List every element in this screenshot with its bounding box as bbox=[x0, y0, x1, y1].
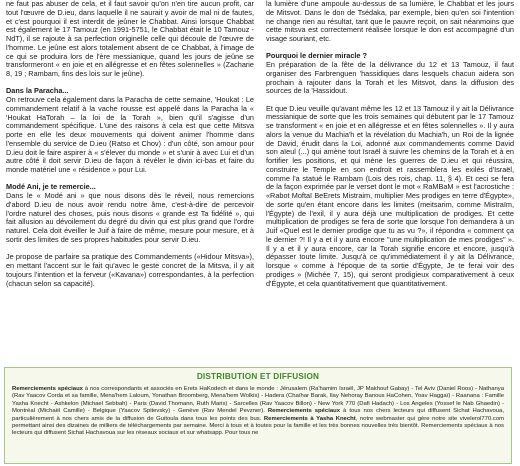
thanks-end-bold: Remerciements à Yasha Knecht bbox=[263, 415, 356, 422]
thanks-lead-bold: Remerciements spéciaux bbox=[12, 386, 83, 392]
paragraph-tsedaka: la lumière d'une ampoule au-dessus de sa lumière, le Chabbat et les jours de Mitsvot. Dans le don de Tsédaka, par exemple, bien qu'en soi l'intention ne change rien au résultat, tant que le pauvre reçoit, on sait néanmoins que cette mitsva est correctement réalisée lorsque le don est accompagné d'un visage souriant, etc. bbox=[266, 0, 514, 43]
paragraph-paracha: On retrouve cela également dans la Paracha de cette semaine, 'Houkat : Le commandement relatif à la vache rousse est appelé dans la Paracha la « 'Houkat HaTorah – la loi de la Torah », bien qu'il s'agisse d'un commandement spécifique. L'une des raisons à cela est que cette Mitsva porte en elle les deux mouvements qui doivent animer l'homme dans l'ensemble du service de D.ieu (Ratso et Chov) : d'un côté, son amour pour D.ieu doit le faire aspirer à « s'élever du monde » et s'unir à avec Lui et d'un autre côté il doit servir D.ieu de façon à révéler le divin ici-bas et faire du monde matériel une « résidence » pour Lui. bbox=[6, 95, 254, 175]
right-column bbox=[266, 0, 514, 362]
distribution-text bbox=[5, 384, 511, 438]
article-columns bbox=[6, 0, 514, 362]
left-column bbox=[6, 0, 254, 362]
heading-mode-ani: Modé Ani, je te remercie... bbox=[6, 182, 96, 192]
thanks-end-text: , notre webmaster qui gère notre site vivelerol770.com permettant ainsi des dizaines de milliers de téléchargements par semaine. Merci à tous et à toutes pour la famille et les très bonnes nouvelles très bientôt. Remerciements spéciaux à nos lecteurs qui diffusent Sichat Hachavoua sur les réseaux sociaux et sur whatsapp. Pour tous ne bbox=[12, 415, 505, 437]
paragraph-farbrenguen: En préparation de la fête de la délivrance du 12 et 13 Tamouz, il faut organiser des Farbrenguen 'hassidiques dans lesquels chacun aidera son prochain à rajouter dans la Torah et les Mitsvot, dans la diffusion des sources de la 'Hassidout. bbox=[266, 60, 514, 96]
heading-dernier-miracle: Pourquoi le dernier miracle ? bbox=[266, 51, 367, 61]
thanks-mid-text: à tous nos chers lecteurs qui diffusent Sichat Hachavoua, particulièrement à nos chers amis de la diffusion de Guitoula dans tous les points des bus. bbox=[12, 408, 504, 422]
heading-paracha: Dans la Paracha... bbox=[6, 86, 69, 96]
paragraph-proposal: Je propose de parfaire sa pratique des Commandements («Hidour Mitsva»), en mettant l'accent sur le fait qu'avec le geste concret de la Mitsva, il y ait toujours l'intention et la ferveur («Kavana») correspondantes, à la perfection (chacun selon sa capacité). bbox=[6, 252, 254, 288]
distribution-box bbox=[4, 367, 512, 464]
paragraph-mode-ani: Dans le « Modé ani » que nous disons dès le réveil, nous remercions d'abord D.ieu de nous avoir rendu notre âme, c'est-à-dire de percevoir l'ordre naturel des choses, puis nous disons « grande est Ta fidélité », qui fait allusion au dévoilement du degré du divin qui est plus grand que l'ordre naturel. Cela doit éveiller le Juif à faire de même, mesure pour mesure, et à sortir des limites de ses propres habitudes pour servir D.ieu. bbox=[6, 191, 254, 244]
paragraph-chabbat: ne faut pas abuser de cela, et il faut savoir qu'on n'en tire aucun profit, car tout l'œuvre de D.ieu, dans laquelle il ne saurait y avoir de mal ni de fautes, et c'est pourquoi il est interdit de jeûner le Chabbat. Ainsi lorsque Chabbat est également le 17 Tamouz (en 1991-5751, le Chabbat était le 10 Tamouz - NdT), il se rajoute à sa perfection originelle celle qui découle de l'œuvre de l'homme. Le jeûne est alors totalement absent de ce Chabbat, à l'image de ce qui se produira lors de l'ère messianique, quand les jours de jeûne se transformeront « en joie et en allégresse et en fêtes solennelles » (Zacharie 8, 19 ; Rambam, fins des lois sur le jeûne). bbox=[6, 0, 254, 78]
paragraph-delivrance: Et que D.ieu veuille qu'avant même les 12 et 13 Tamouz il y ait la Délivrance messianique de sorte que les trois semaines qui débutent par le 17 Tamouz se transforment « en joie et en allégresse et en fêtes solennelles ». Il y aura alors la venue du Machia'h et la révélation du Machia'h, un Roi de la lignée de David, érudit dans la Loi, adonné aux commandements comme David son aïeul (...) qui amène tout Israël à suivre les chemins de la Torah et à en fortifier les positions, et qui mène les guerres de D.ieu et qui réussira, construire le Temple en son endroit et rassemblera les exilés d'Israël, comme l'a statué le Rambam (Lois des rois, chap. 11, § 4). Et ceci se fera de la façon exprimée par le verset dont le mot « RaMBaM » est l'acrostiche : «Rabot Moftaï BeErets Mistraim, multiplier Mes prodiges en terre d'Égypte», de sorte qu'en étant encore dans les limites (meitsarim, comme Mistraïm, l'Égypte) de l'exil, il y aura déjà une multiplication de prodiges. Et cette multiplication de prodiges se fera de sorte que lorsque l'on demandera à un Juif «Quel est le dernier prodige que tu as vu ?», il répondra « comment ça le dernier ?! Il y a et il y aura encore "une multiplication de mes prodiges" ». Il y a et il y aura encore, car la Torah signifie encore et encore, jusqu'à dépasser toute limite. Jusqu'à ce qu'immédiatement il y ait la Délivrance, lorsque « comme à l'époque de ta sortie d'Égypte, Je te ferai voir des prodiges » (Michée 7, 15), qui seront prodigieux comparativement à ceux d'Égypte, et cela quantitativement que quantitativement. bbox=[266, 103, 514, 288]
thanks-mid-bold: Remerciements spéciaux bbox=[267, 408, 340, 415]
distribution-title: DISTRIBUTION ET DIFFUSION bbox=[196, 372, 320, 381]
thanks-lead-text: à nos correspondants et associés en Erets HaKodech et dans le monde : Jérusalem (Ra'hamim Israël, JP Makhouf Gabay) - Tel Aviv (Daniel Roos) - Nathanya (Rav Yaacov Corda et sa famille, Mena'hem Laloum, Yonathan Broomberg, Mena'hem Wolkis) - Hadera (Chaïhar Barak, Ilay Nehoray Banous HaCohen, Yoav Haggaï) - Raanana : Famille Yasha Knecht - Ashkelon (Michael Sebbah) - Paris (David Thomann, Ruth Maris) - Sarcelles (Rav Yaacov Billon) - New York 770 (Dafi Hadach) - Los Angeles (Yossef le Nab Ghaedin) - Montréal (Michaël Camille) - Belgique (Yaacov Spitevsky) - Genève (Rav Mendel Pevzner). bbox=[12, 386, 504, 415]
